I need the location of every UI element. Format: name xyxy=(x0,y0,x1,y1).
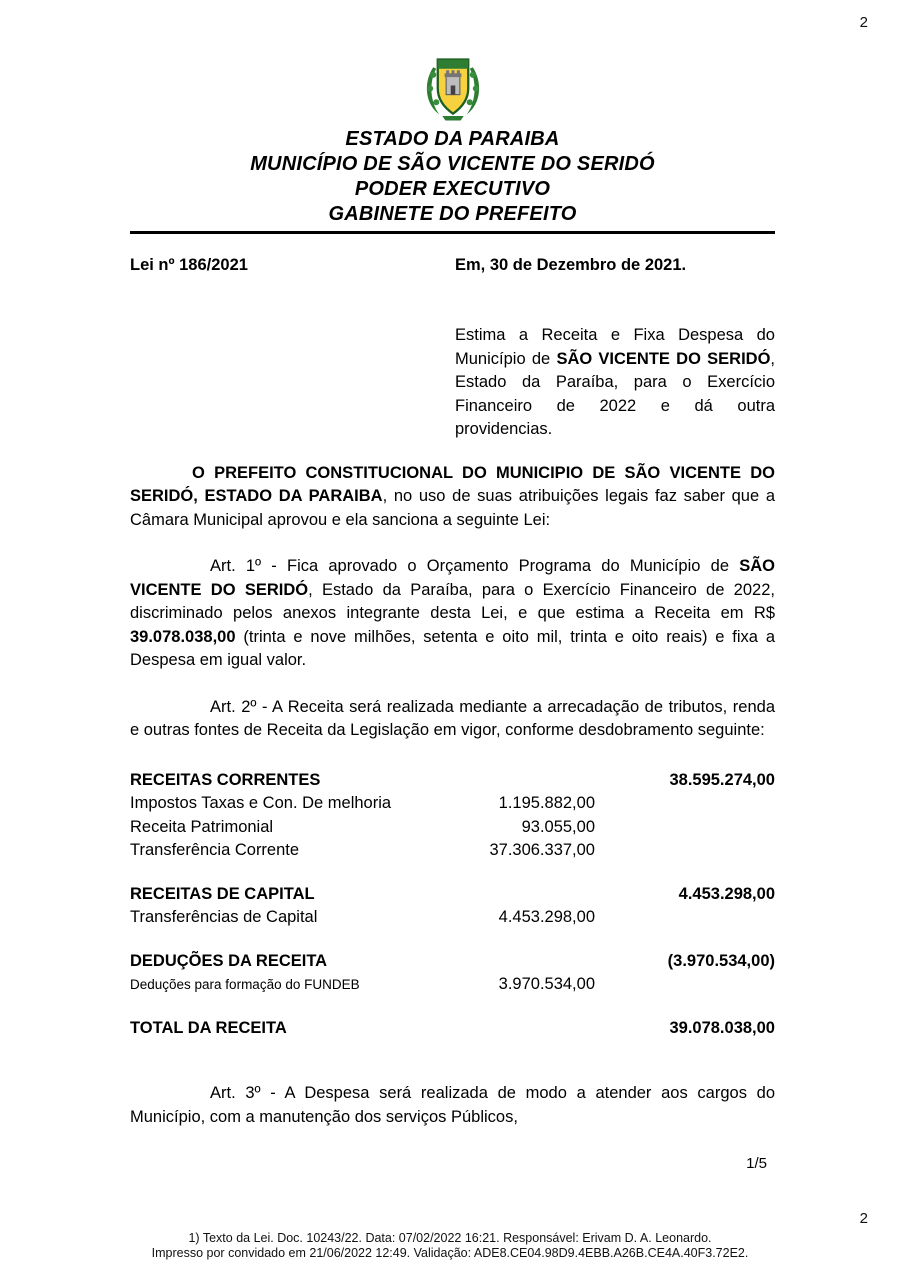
revenue-label: Impostos Taxas e Con. De melhoria xyxy=(130,794,392,812)
article-1-text-segment: Art. 1º - Fica aprovado o Orçamento Programa do Município de xyxy=(210,557,740,575)
header-divider xyxy=(130,231,775,234)
article-1-revenue-amount: 39.078.038,00 xyxy=(130,627,236,646)
revenue-amount-total xyxy=(595,816,775,840)
revenue-label: Receita Patrimonial xyxy=(130,817,274,836)
revenue-row-total xyxy=(130,1017,775,1041)
ementa-text-segment: Estima a Receita e Fixa Despesa do Município de xyxy=(455,326,775,368)
revenue-amount-total xyxy=(595,906,775,930)
article-1-text-segment: (trinta e nove milhões, setenta e oito mil, trinta e oito reais) e fixa a Despesa em igual valor. xyxy=(130,627,775,669)
revenue-amount-total xyxy=(595,792,775,816)
revenue-row-receitas-correntes xyxy=(130,769,775,793)
sheet-page-indicator: 1/5 xyxy=(746,1155,767,1172)
municipal-coat-of-arms-icon xyxy=(130,50,775,124)
revenue-label: RECEITAS CORRENTES xyxy=(130,770,321,789)
revenue-amount-total: 38.595.274,00 xyxy=(669,770,775,789)
revenue-amount-detail: 93.055,00 xyxy=(521,817,595,836)
header-line-poder: PODER EXECUTIVO xyxy=(354,178,551,200)
revenue-amount-detail xyxy=(440,950,595,974)
footer-note-line-2: Impresso por convidado em 21/06/2022 12:49. Validação: ADE8.CE04.98D9.4EBB.A26B.CE4A.40F3.72E2. xyxy=(151,1246,749,1260)
revenue-row-transferencias-capital xyxy=(130,906,775,930)
article-1-municipality-name: SÃO VICENTE DO SERIDÓ xyxy=(130,557,775,599)
revenue-amount-total: 39.078.038,00 xyxy=(669,1018,775,1037)
revenue-label: Transferências de Capital xyxy=(130,908,318,926)
document-footer xyxy=(0,1231,900,1261)
revenue-amount-total: 4.453.298,00 xyxy=(678,884,775,903)
revenue-amount-detail xyxy=(440,1017,595,1041)
law-heading-row xyxy=(130,256,775,280)
preamble-bold-segment: O PREFEITO CONSTITUCIONAL DO MUNICIPIO DE SÃO VICENTE DO SERIDÓ, ESTADO DA PARAIBA xyxy=(130,463,775,505)
revenue-row-transferencia-corrente xyxy=(130,839,775,863)
page-number-top: 2 xyxy=(859,14,868,31)
revenue-row-impostos xyxy=(130,792,775,816)
revenue-summary-table xyxy=(130,769,775,1041)
ementa-municipality-name: SÃO VICENTE DO SERIDÓ xyxy=(556,349,771,368)
revenue-row-receitas-capital xyxy=(130,883,775,907)
article-2-paragraph: Art. 2º - A Receita será realizada mediante a arrecadação de tributos, renda e outras fontes de Receita da Legislação em vigor, conforme desdobramento seguinte: xyxy=(130,697,775,739)
revenue-row-deducoes xyxy=(130,950,775,974)
revenue-row-fundeb xyxy=(130,973,775,997)
law-number: Lei nº 186/2021 xyxy=(130,256,248,274)
footer-note-line-1: 1) Texto da Lei. Doc. 10243/22. Data: 07/02/2022 16:21. Responsável: Erivam D. A. Leonardo. xyxy=(188,1231,712,1245)
law-date: Em, 30 de Dezembro de 2021. xyxy=(455,256,687,274)
revenue-label: TOTAL DA RECEITA xyxy=(130,1018,287,1037)
revenue-amount-total xyxy=(595,973,775,997)
article-1-text-segment: , Estado da Paraíba, para o Exercício Financeiro de 2022, discriminado pelos anexos integrante desta Lei, e que estima a Receita em R$ xyxy=(130,580,775,622)
revenue-amount-detail: 1.195.882,00 xyxy=(498,794,595,812)
revenue-amount-detail xyxy=(440,769,595,793)
ementa-text-segment: , Estado da Paraíba, para o Exercício Financeiro de 2022 e dá outra providencias. xyxy=(455,349,776,438)
page-number-bottom: 2 xyxy=(859,1210,868,1227)
document-content xyxy=(130,0,775,1172)
revenue-label: Transferência Corrente xyxy=(130,841,300,859)
header-line-municipio: MUNICÍPIO DE SÃO VICENTE DO SERIDÓ xyxy=(250,153,655,175)
revenue-amount-detail xyxy=(440,883,595,907)
revenue-amount-detail: 3.970.534,00 xyxy=(498,975,595,993)
article-3-paragraph: Art. 3º - A Despesa será realizada de modo a atender aos cargos do Município, com a manutenção dos serviços Públicos, xyxy=(130,1084,775,1126)
revenue-amount-total: (3.970.534,00) xyxy=(667,951,775,970)
article-1-paragraph xyxy=(130,555,775,673)
revenue-amount-total xyxy=(595,839,775,863)
revenue-label: RECEITAS DE CAPITAL xyxy=(130,884,315,903)
header-line-estado: ESTADO DA PARAIBA xyxy=(345,128,560,150)
ementa-paragraph xyxy=(455,324,775,442)
revenue-row-patrimonial xyxy=(130,816,775,840)
revenue-label: DEDUÇÕES DA RECEITA xyxy=(130,951,328,970)
revenue-amount-detail: 37.306.337,00 xyxy=(489,841,595,859)
preamble-text-segment: , no uso de suas atribuições legais faz saber que a Câmara Municipal aprovou e ela sanciona a seguinte Lei: xyxy=(130,487,775,529)
header-title-block xyxy=(130,127,775,227)
header-line-gabinete: GABINETE DO PREFEITO xyxy=(328,203,577,225)
revenue-label: Deduções para formação do FUNDEB xyxy=(130,977,360,992)
preamble-paragraph xyxy=(130,462,775,533)
revenue-amount-detail: 4.453.298,00 xyxy=(498,908,595,926)
